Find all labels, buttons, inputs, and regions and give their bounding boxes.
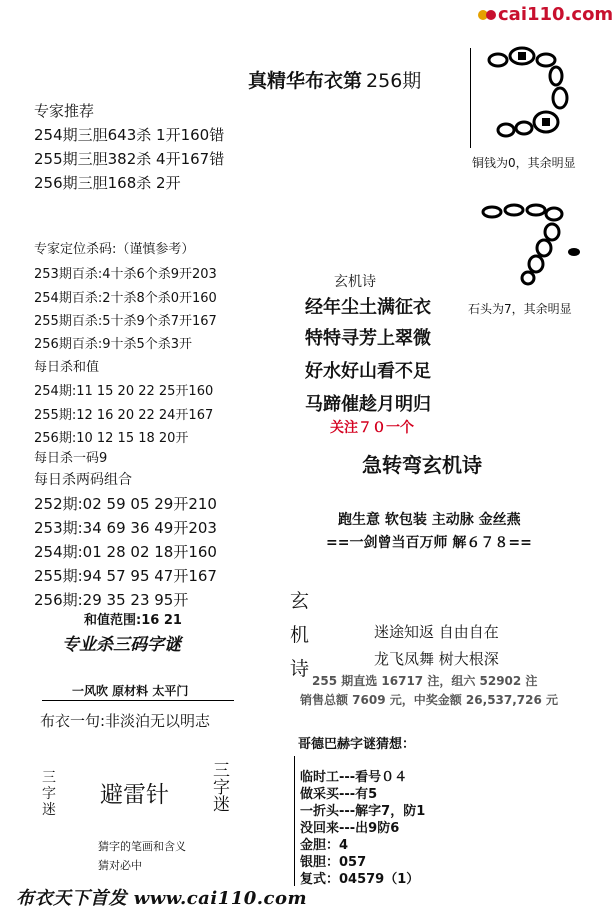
riddle3-side-left [42,770,58,818]
expert-heading: 专家推荐 [34,102,95,120]
daily-sum-heading: 每日杀和值 [34,360,100,375]
goldbach-item: 银胆：057 [300,855,367,870]
logo-mark-icon [476,6,498,24]
poem-heading: 玄机诗 [334,274,376,290]
logo-text: cai110.com [498,4,613,25]
two-code-item: 253期:34 69 36 49开203 [34,519,217,537]
xuanji-char: 诗 [290,658,310,680]
position-kill-item: 255期百杀:5十杀9个杀7开167 [34,314,217,329]
riddle3-side-right [213,763,231,814]
divider [294,756,295,886]
goldbach-item: 复式：04579（1） [300,872,420,887]
goldbach-heading: 哥德巴赫字谜猜想： [298,737,416,752]
goldbach-item: 一折头---解字7，防1 [300,804,426,819]
xuanji-char: 玄 [290,590,310,612]
picture-caption: 铜钱为0，其余明显 [472,156,576,170]
riddle3-heading: 专业杀三码字谜 [62,635,181,655]
poem-line: 特特寻芳上翠微 [305,328,431,349]
two-code-item: 256期:29 35 23 95开 [34,591,189,609]
picture-caption: 石头为7，其余明显 [468,302,572,316]
xuanji-line: 迷途知返 自由自在 [374,623,499,641]
daily-one-code: 每日杀一码9 [34,451,108,466]
turn-poem-line: 跑生意 软包装 主动脉 金丝燕 [338,512,521,528]
page-title [248,66,421,93]
riddle3-note: 猜对必中 [98,859,142,872]
daily-sum-item: 254期:11 15 20 22 25开160 [34,384,214,399]
xuanji-char: 机 [290,624,310,646]
daily-sum-item: 255期:12 16 20 22 24开167 [34,408,214,423]
xuanji-line: 龙飞凤舞 树大根深 [374,650,499,668]
sales-line: 销售总额 7609 元，中奖金额 26,537,726 元 [300,693,559,707]
divider [42,700,234,701]
sum-range: 和值范围:16 21 [84,613,182,628]
riddle3-answer: 避雷针 [100,782,169,808]
expert-item: 256期三胆168杀 2开 [34,174,181,192]
expert-item: 255期三胆382杀 4开167错 [34,150,225,168]
two-code-item: 252期:02 59 05 29开210 [34,495,217,513]
title-issue: 256期 [366,70,422,92]
poem-line: 马蹄催趁月明归 [305,394,431,415]
position-kill-item: 253期百杀:4十杀6个杀9开203 [34,267,217,282]
footer-text: 布衣天下首发 www.cai110.com [16,888,308,909]
expert-item: 254期三胆643杀 1开160错 [34,126,225,144]
goldbach-item: 金胆：4 [300,838,349,853]
riddle3-note: 猜字的笔画和含义 [98,840,186,853]
goldbach-item: 临时工---看号０４ [300,770,408,785]
position-kill-item: 256期百杀:9十杀5个杀3开 [34,337,193,352]
poem-note: 关注７０一个 [330,420,414,436]
side-text: 三字迷 [42,770,56,818]
title-main: 真精华布衣第 [248,70,363,92]
side-text: 三字迷 [213,761,230,815]
goldbach-item: 做采买---有5 [300,787,378,802]
divider [470,48,471,148]
sales-line: 255 期直选 16717 注，组六 52902 注 [312,674,538,688]
goldbach-item: 没回来---出9防6 [300,821,400,836]
riddle3-sentence: 布衣一句:非淡泊无以明志 [40,712,211,730]
two-code-heading: 每日杀两码组合 [34,472,132,488]
position-kill-item: 254期百杀:2十杀8个杀0开160 [34,291,217,306]
daily-sum-item: 256期:10 12 15 18 20开 [34,431,189,446]
two-code-item: 254期:01 28 02 18开160 [34,543,217,561]
poem-line: 好水好山看不足 [305,361,431,382]
position-kill-heading: 专家定位杀码:（谨慎参考） [34,242,195,257]
poem-line: 经年尘土满征衣 [305,297,431,318]
stones-picture-icon [478,200,583,285]
coins-picture-icon [480,46,595,146]
two-code-item: 255期:94 57 95 47开167 [34,567,217,585]
riddle3-clue: 一风吹 原材料 太平门 [72,684,189,698]
turn-poem-heading: 急转弯玄机诗 [362,453,482,477]
turn-poem-line: ==一剑曾当百万师 解６７８== [326,535,532,551]
